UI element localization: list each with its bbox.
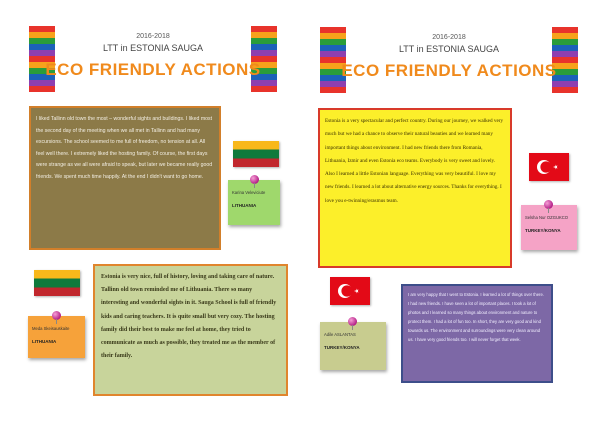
banner-title: ECO FRIENDLY ACTIONS xyxy=(45,60,261,79)
pushpin-icon xyxy=(348,317,357,326)
banner-right xyxy=(320,27,578,93)
story-box-meda xyxy=(93,264,288,396)
author-name: Karina Veleviciute xyxy=(232,190,266,195)
author-name: Meda Skeisauskaite xyxy=(32,326,70,331)
story-box-adile xyxy=(401,284,553,383)
story-text: Estonia is a very spectacular and perfect country. During our journey, we walked very much but we had a chance to observe their natural beauties and we learned many important things about environment. I had new friends there from Romania, Lithuania, Izmir and even Estonia eco teams. Everybody is very sweet and lovely. Also I learned a little Estonian language. Everything was very beautiful. I love my new friends. I learned a lot about alternative energy sources. Thanks for everything. I love you e-twinning/erasmus team. xyxy=(325,118,504,204)
pushpin-icon xyxy=(544,200,553,209)
sticky-note-karina xyxy=(228,180,280,225)
story-text: I am very happy that I went to Estonia. I learned a lot of things over there. I had new friends. I have seen a lot of important places. I took a lot of photos and I learned so many things about environment and nature to protect them. I had a lot of fun too. In short, they are very good and kind towards us. The environment and surroundings were very clean around us. I have very good friends too. I will never forget that week. xyxy=(408,292,544,343)
turkey-flag-icon xyxy=(529,153,569,181)
author-name: Selsha Nur OZGUKCO xyxy=(525,215,569,220)
pushpin-icon xyxy=(250,175,259,184)
story-box-karina xyxy=(29,106,221,250)
author-country: LITHUANIA xyxy=(232,203,257,208)
crescent-star-icon xyxy=(529,153,569,181)
story-text: I liked Tallinn old town the most – wonderful sights and buildings. I liked most the second day of the meeting when we all met in Tallinn and had many excursions. The school seemed to me full of freedom, no tension at all. All feel well there. I extremely liked the hosting family. Of course, the first days were strange as we all were afraid to speak, but later we became really good friends. We spent much time happily. At the end I didn't want to go home. xyxy=(36,116,213,180)
sticky-note-adile xyxy=(320,322,386,370)
author-country: TURKEY/KONYA xyxy=(324,345,360,350)
banner-year: 2016-2018 xyxy=(136,33,170,40)
lithuania-flag-icon xyxy=(34,270,80,296)
author-country: LITHUANIA xyxy=(32,339,57,344)
turkey-flag-icon xyxy=(330,277,370,305)
sticky-note-meda xyxy=(28,316,85,358)
sticky-note-selsha xyxy=(521,205,577,250)
banner-subtitle: LTT in ESTONIA SAUGA xyxy=(398,44,500,54)
lithuania-flag-icon xyxy=(233,141,279,167)
crescent-star-icon xyxy=(330,277,370,305)
pushpin-icon xyxy=(52,311,61,320)
author-country: TURKEY/KONYA xyxy=(525,228,561,233)
banner-year: 2016-2018 xyxy=(432,34,466,41)
banner-title: ECO FRIENDLY ACTIONS xyxy=(341,61,557,80)
story-box-selsha xyxy=(318,108,512,268)
story-text: Estonia is very nice, full of history, loving and taking care of nature. Tallinn old town reminded me of Lithuania. There so many interesting and wonderful sights in it. Sauga School is full of friendly kids and caring teachers. It is quite small but very cozy. The hosting family did their best to make me feel at home, they tried to communicate as much as possible, they treated me as the member of their family. xyxy=(101,274,277,360)
banner-subtitle: LTT in ESTONIA SAUGA xyxy=(102,43,204,53)
banner-left xyxy=(29,26,277,92)
author-name: Adile ASLANTAS xyxy=(324,332,356,337)
